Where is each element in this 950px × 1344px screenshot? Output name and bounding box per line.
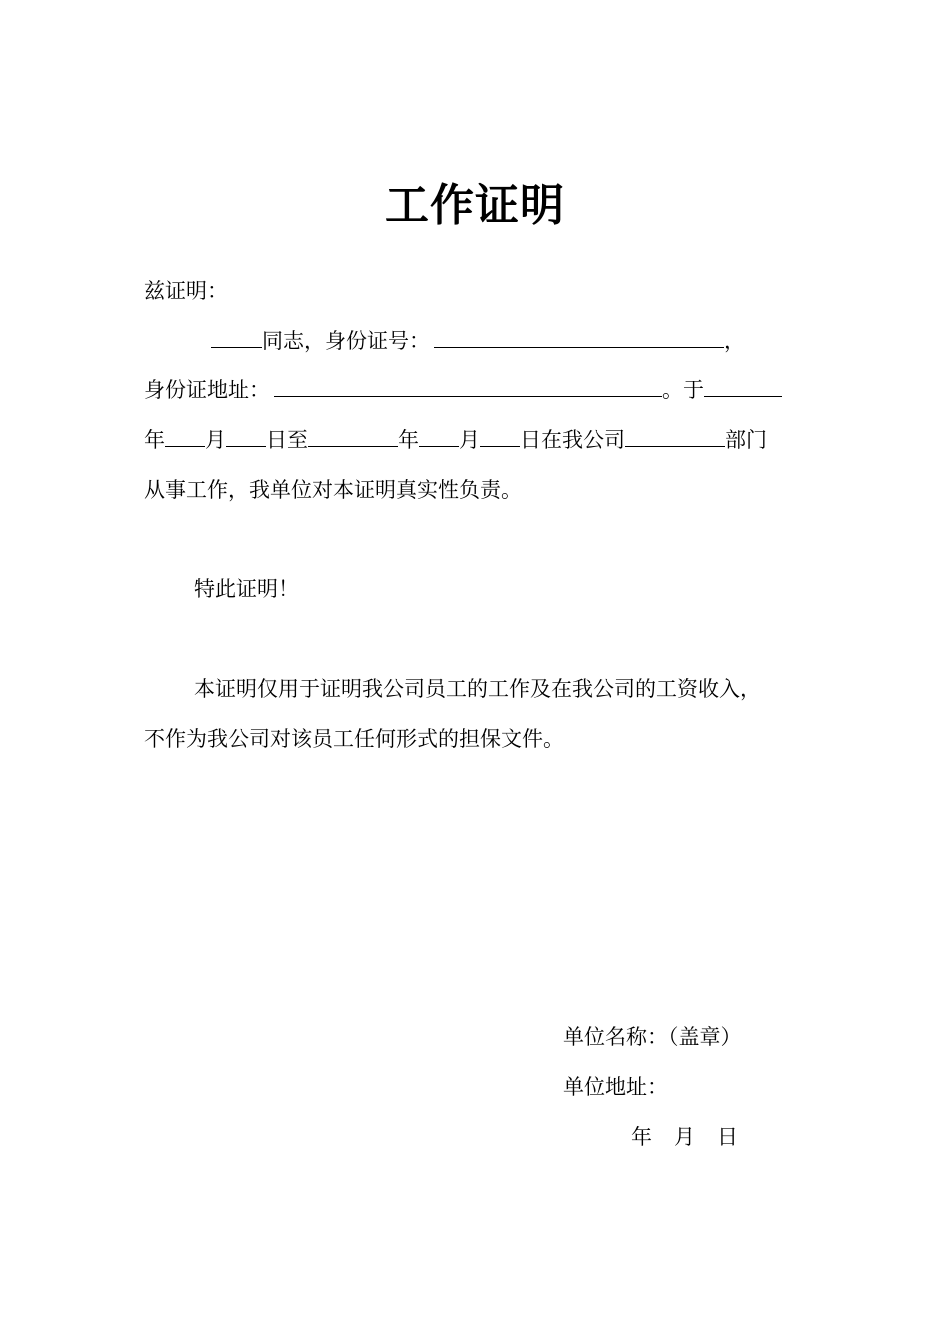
end-month-blank[interactable] (419, 426, 459, 447)
year-label-2: 年 (398, 428, 419, 452)
paragraph-line-4: 从事工作，我单位对本证明真实性负责。 (144, 478, 522, 502)
department-label: 部门 (725, 428, 767, 452)
paragraph-line-1 (211, 326, 745, 356)
note-line-2: 不作为我公司对该员工任何形式的担保文件。 (144, 727, 564, 751)
name-blank[interactable] (211, 327, 262, 348)
id-number-blank[interactable] (434, 327, 724, 348)
month-label-1: 月 (205, 428, 226, 452)
month-label-2: 月 (459, 428, 480, 452)
address-blank[interactable] (274, 376, 662, 397)
unit-name-label: 单位名称：（盖章） (563, 1025, 742, 1049)
comrade-id-label: 同志，身份证号： (262, 329, 430, 353)
unit-address-label: 单位地址： (563, 1075, 668, 1099)
date-day-label: 日 (717, 1125, 738, 1149)
start-day-blank[interactable] (226, 426, 266, 447)
start-month-blank[interactable] (165, 426, 205, 447)
signature-date (631, 1122, 738, 1152)
department-blank[interactable] (625, 426, 725, 447)
note-line-1: 本证明仅用于证明我公司员工的工作及在我公司的工资收入， (194, 677, 761, 701)
period-yu-text: 。于 (662, 378, 704, 402)
special-certify-text: 特此证明！ (194, 577, 299, 601)
salutation: 兹证明： (144, 279, 228, 303)
date-year-label: 年 (631, 1125, 652, 1149)
day-at-company-label: 日在我公司 (520, 428, 625, 452)
end-year-blank[interactable] (308, 426, 398, 447)
year-label-1: 年 (144, 428, 165, 452)
date-month-label: 月 (674, 1125, 695, 1149)
start-year-blank[interactable] (704, 376, 782, 397)
document-title: 工作证明 (385, 180, 565, 231)
address-label: 身份证地址： (144, 378, 270, 402)
end-day-blank[interactable] (480, 426, 520, 447)
day-to-label: 日至 (266, 428, 308, 452)
paragraph-line-2 (144, 375, 782, 405)
paragraph-line-3 (144, 425, 767, 455)
comma-text: ， (724, 329, 745, 353)
